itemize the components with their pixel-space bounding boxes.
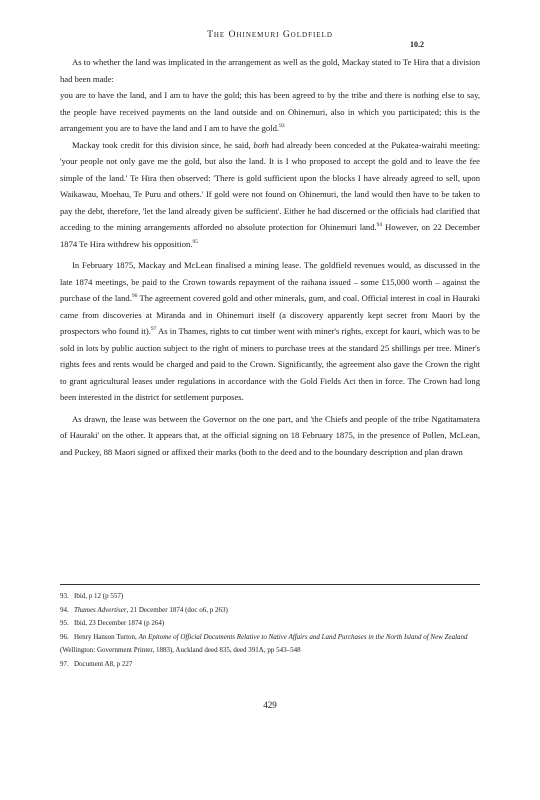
footnote-number: 97. [60, 659, 69, 668]
paragraph-2 [60, 137, 480, 253]
footnote-text: Ibid, p 12 (p 557) [74, 592, 124, 600]
footnote-text: Document A8, p 227 [74, 659, 133, 668]
paragraph-2-emphasis: both [253, 139, 269, 150]
footnote-94 [60, 604, 480, 618]
paragraph-2-text-c: However, on 22 December 1874 Te Hira withdrew his opposition. [60, 222, 480, 249]
paragraph-3-text-b: The agreement covered gold and other minerals, gum, and coal. Official interest in coal in Hauraki came from discoveries at Miranda and in Ohinemuri itself (a discovery apparently kept secret from Maori by the prospectors who found it). [60, 293, 480, 336]
footnote-ref-97[interactable]: 97 [150, 326, 157, 333]
paragraph-2-text-b: had already been conceded at the Pukatea-wairahi meeting: 'your people not only gave me the gold, but also the land. It is I who proposed to accept the gold and to leave the fee simple of the land.' Te Hira then observed: 'There is gold sufficient upon the blocks I have already agreed to sell, upon Waikawau, Moehau, Te Puru and others.' If gold were not found on Ohinemuri, the land would then have to be taken to pay the debt, therefore, 'let the land already given be sufficient'. Either he had discerned or the officials had clarified that acceding to the mining arrangements afforded no absolute protection for Ohinemuri land. [60, 139, 480, 232]
paragraph-4 [60, 411, 480, 461]
paragraph-2-text-a: Mackay took credit for this division since, he said, [72, 139, 254, 150]
paragraph-1 [60, 54, 480, 87]
footnote-text: Ibid, 23 December 1874 (p 264) [74, 619, 165, 627]
running-head: The Ohinemuri Goldfield [207, 30, 333, 40]
paragraph-3 [60, 257, 480, 406]
paragraph-1-text: As to whether the land was implicated in the arrangement as well as the gold, Mackay stated to Te Hira that a division had been made: [60, 57, 480, 84]
page-number: 429 [263, 700, 277, 710]
footnote-number: 94. [60, 605, 69, 614]
footnotes [60, 590, 480, 671]
footnote-ref-95[interactable]: 95 [192, 238, 198, 245]
footnote-italic-title: An Epitome of Official Documents Relative to Native Affairs and Land Purchases in the North Island of New Zealand [138, 632, 468, 641]
block-quote-text: you are to have the land, and I am to have the gold; this has been agreed to by the tribe and there is nothing else to say, the people have received payments on the land outside and on Ohinemuri, also in which you participated; this is the arrangement you are to have the land and I am to have the gold. [60, 90, 480, 133]
block-quote [60, 87, 480, 137]
footnote-text: (Wellington: Government Printer, 1883), Auckland deed 835, deed 391A, pp 543–548 [60, 646, 301, 654]
paragraph-3-text-a: In February 1875, Mackay and McLean finalised a mining lease. The goldfield revenues would, as discussed in the late 1874 meetings, be paid to the Crown towards repayment of the raihana issued – some £15,000 worth – against the purchase of the land. [60, 260, 480, 303]
footnote-95 [60, 617, 480, 631]
footnote-divider [60, 584, 480, 585]
section-number: 10.2 [410, 40, 424, 49]
paragraph-4-text: As drawn, the lease was between the Governor on the one part, and 'the Chiefs and people of the tribe Ngatitamatera of Hauraki' on the other. It appears that, at the official signing on 18 February 1875, in the presence of Pollen, McLean, and Puckey, 88 Maori signed or affixed their marks (both to the deed and to the boundary description and plan drawn [60, 413, 480, 457]
footnote-97 [60, 658, 480, 672]
footnote-96 [60, 631, 480, 658]
footnote-number: 96. [60, 632, 69, 641]
body-text [60, 54, 480, 460]
footnote-italic-title: Thames Advertiser [74, 605, 127, 614]
footnote-text: Henry Hanson Turton, [74, 632, 139, 641]
footnote-number: 93. [60, 592, 69, 600]
footnote-ref-96[interactable]: 96 [131, 293, 138, 300]
footnote-number: 95. [60, 619, 69, 627]
footnote-ref-94[interactable]: 94 [376, 222, 383, 229]
footnote-93 [60, 590, 480, 604]
footnote-text: , 21 December 1874 (doc o6, p 263) [126, 605, 228, 614]
footnote-ref-93[interactable]: 93 [279, 123, 285, 130]
paragraph-3-text-c: As in Thames, rights to cut timber went with miner's rights, except for kauri, which was to be sold in lots by public auction subject to the right of miners to purchase trees at the standard 25 shillings per tree. Miner's rights fees and rents would be charged and paid to the Crown. Significantly, the agreement also gave the Crown the right to grant agricultural leases under regulations in accordance with the Gold Fields Act then in force. The Crown had long been interested in the district for settlement purposes. [60, 326, 480, 402]
